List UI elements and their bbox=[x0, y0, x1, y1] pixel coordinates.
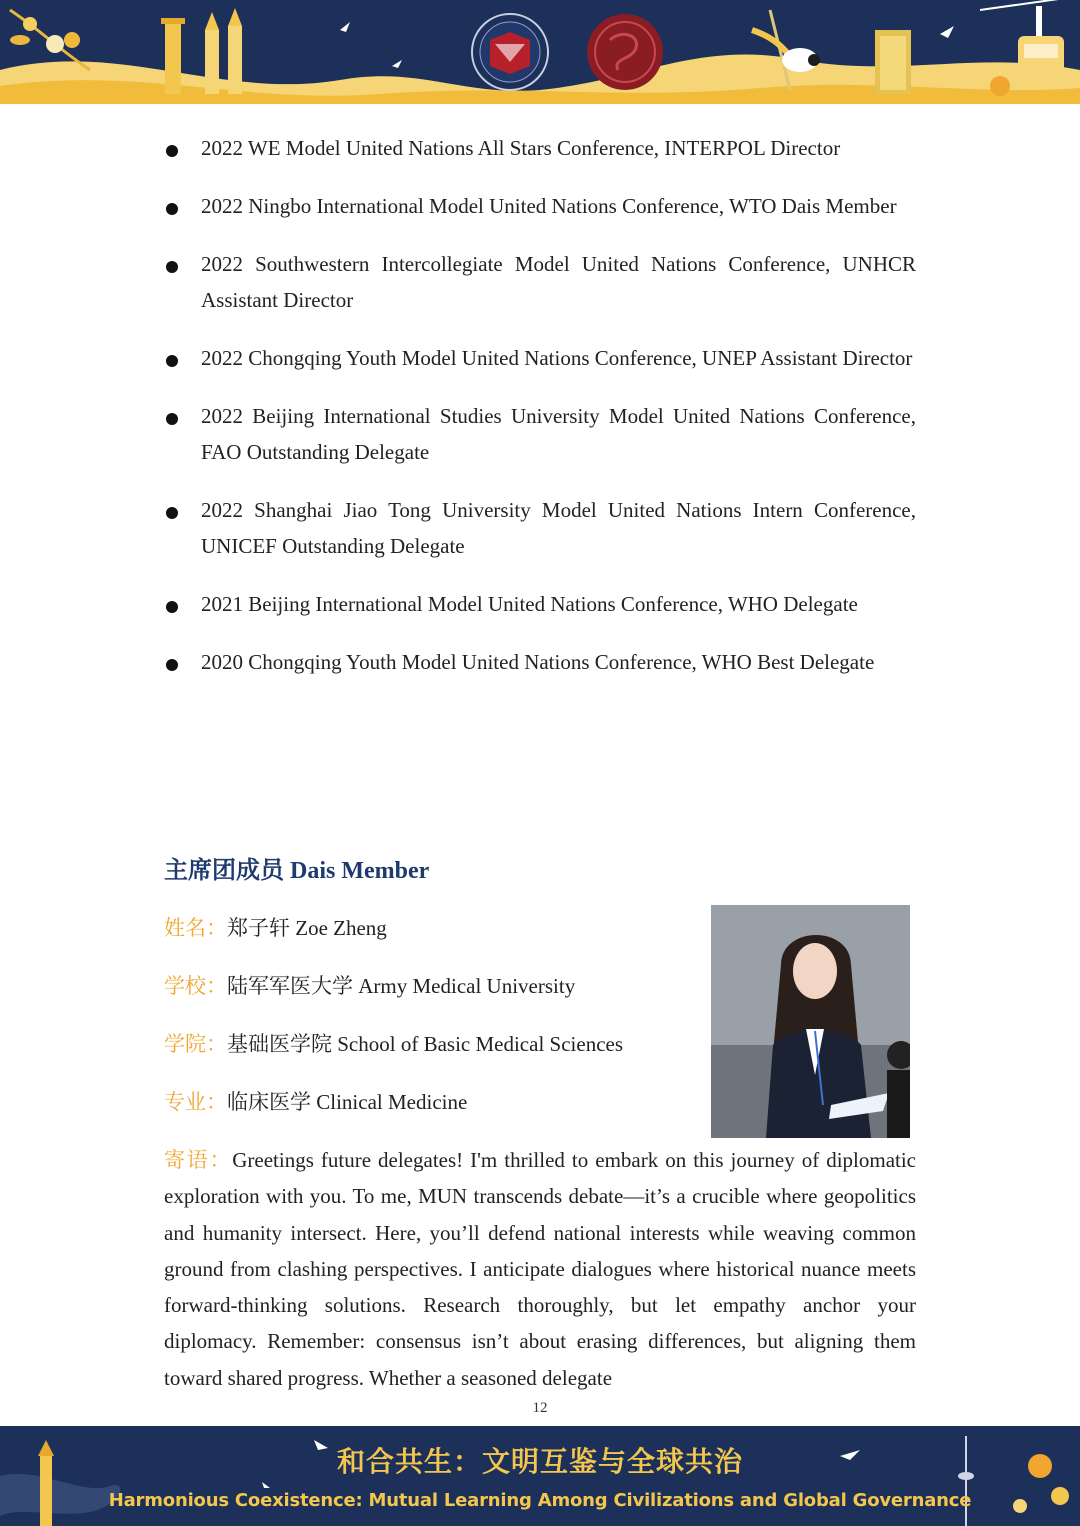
list-item: 2022 WE Model United Nations All Stars Conference, INTERPOL Director bbox=[164, 130, 916, 166]
bullet-icon bbox=[166, 145, 178, 157]
bullet-icon bbox=[166, 203, 178, 215]
seal-logo bbox=[587, 14, 663, 90]
bullet-icon bbox=[166, 261, 178, 273]
conference-logo bbox=[472, 14, 548, 90]
bullet-icon bbox=[166, 355, 178, 367]
member-photo bbox=[711, 905, 910, 1138]
list-item: 2022 Shanghai Jiao Tong University Model United Nations Intern Conference, UNICEF Outstanding Delegate bbox=[164, 492, 916, 564]
list-item: 2022 Southwestern Intercollegiate Model United Nations Conference, UNHCR Assistant Director bbox=[164, 246, 916, 318]
section-title: 主席团成员 Dais Member bbox=[164, 858, 430, 884]
name-value: 郑子轩 Zoe Zheng bbox=[227, 916, 387, 940]
footer-theme-cn: 和合共生：文明互鉴与全球共治 bbox=[336, 1445, 743, 1478]
message-paragraph bbox=[164, 1142, 916, 1396]
experience-list bbox=[164, 130, 916, 702]
bullet-icon bbox=[166, 413, 178, 425]
profile-school bbox=[164, 968, 575, 1004]
profile-major bbox=[164, 1084, 467, 1120]
list-item: 2022 Chongqing Youth Model United Nations Conference, UNEP Assistant Director bbox=[164, 340, 916, 376]
header-banner bbox=[0, 0, 1080, 104]
college-value: 基础医学院 School of Basic Medical Sciences bbox=[227, 1032, 624, 1056]
bullet-icon bbox=[166, 507, 178, 519]
header-illustration bbox=[0, 0, 1080, 104]
school-label: 学校： bbox=[164, 974, 227, 998]
name-label: 姓名： bbox=[164, 916, 227, 940]
list-item: 2022 Ningbo International Model United Nations Conference, WTO Dais Member bbox=[164, 188, 916, 224]
major-value: 临床医学 Clinical Medicine bbox=[227, 1090, 468, 1114]
message-text: Greetings future delegates! I'm thrilled to embark on this journey of diplomatic exploration with you. To me, MUN transcends debate—it’s a crucible where geopolitics and humanity intersect. Here, you’ll defend national interests while weaving common ground from clashing perspectives. I anticipate dialogues where historical nuance meets forward-thinking solutions. Research thoroughly, but let empathy anchor your diplomacy. Remember: consensus isn’t about erasing differences, but aligning them toward shared progress. Whether a seasoned delegate bbox=[164, 1148, 917, 1390]
profile-name bbox=[164, 910, 387, 946]
profile-college bbox=[164, 1026, 623, 1062]
footer-banner bbox=[0, 1426, 1080, 1526]
list-item: 2020 Chongqing Youth Model United Nations Conference, WHO Best Delegate bbox=[164, 644, 916, 680]
bird-icon bbox=[340, 22, 350, 32]
footer-theme-en: Harmonious Coexistence: Mutual Learning Among Civilizations and Global Governance bbox=[108, 1490, 972, 1511]
list-item: 2022 Beijing International Studies University Model United Nations Conference, FAO Outstanding Delegate bbox=[164, 398, 916, 470]
bullet-icon bbox=[166, 659, 178, 671]
list-item: 2021 Beijing International Model United Nations Conference, WHO Delegate bbox=[164, 586, 916, 622]
college-label: 学院： bbox=[164, 1032, 227, 1056]
school-value: 陆军军医大学 Army Medical University bbox=[227, 974, 576, 998]
major-label: 专业： bbox=[164, 1090, 227, 1114]
bullet-icon bbox=[166, 601, 178, 613]
message-label: 寄语： bbox=[164, 1148, 233, 1172]
branch-icon bbox=[10, 10, 90, 70]
portrait-illustration bbox=[711, 905, 910, 1138]
page-number: 12 bbox=[532, 1400, 548, 1416]
